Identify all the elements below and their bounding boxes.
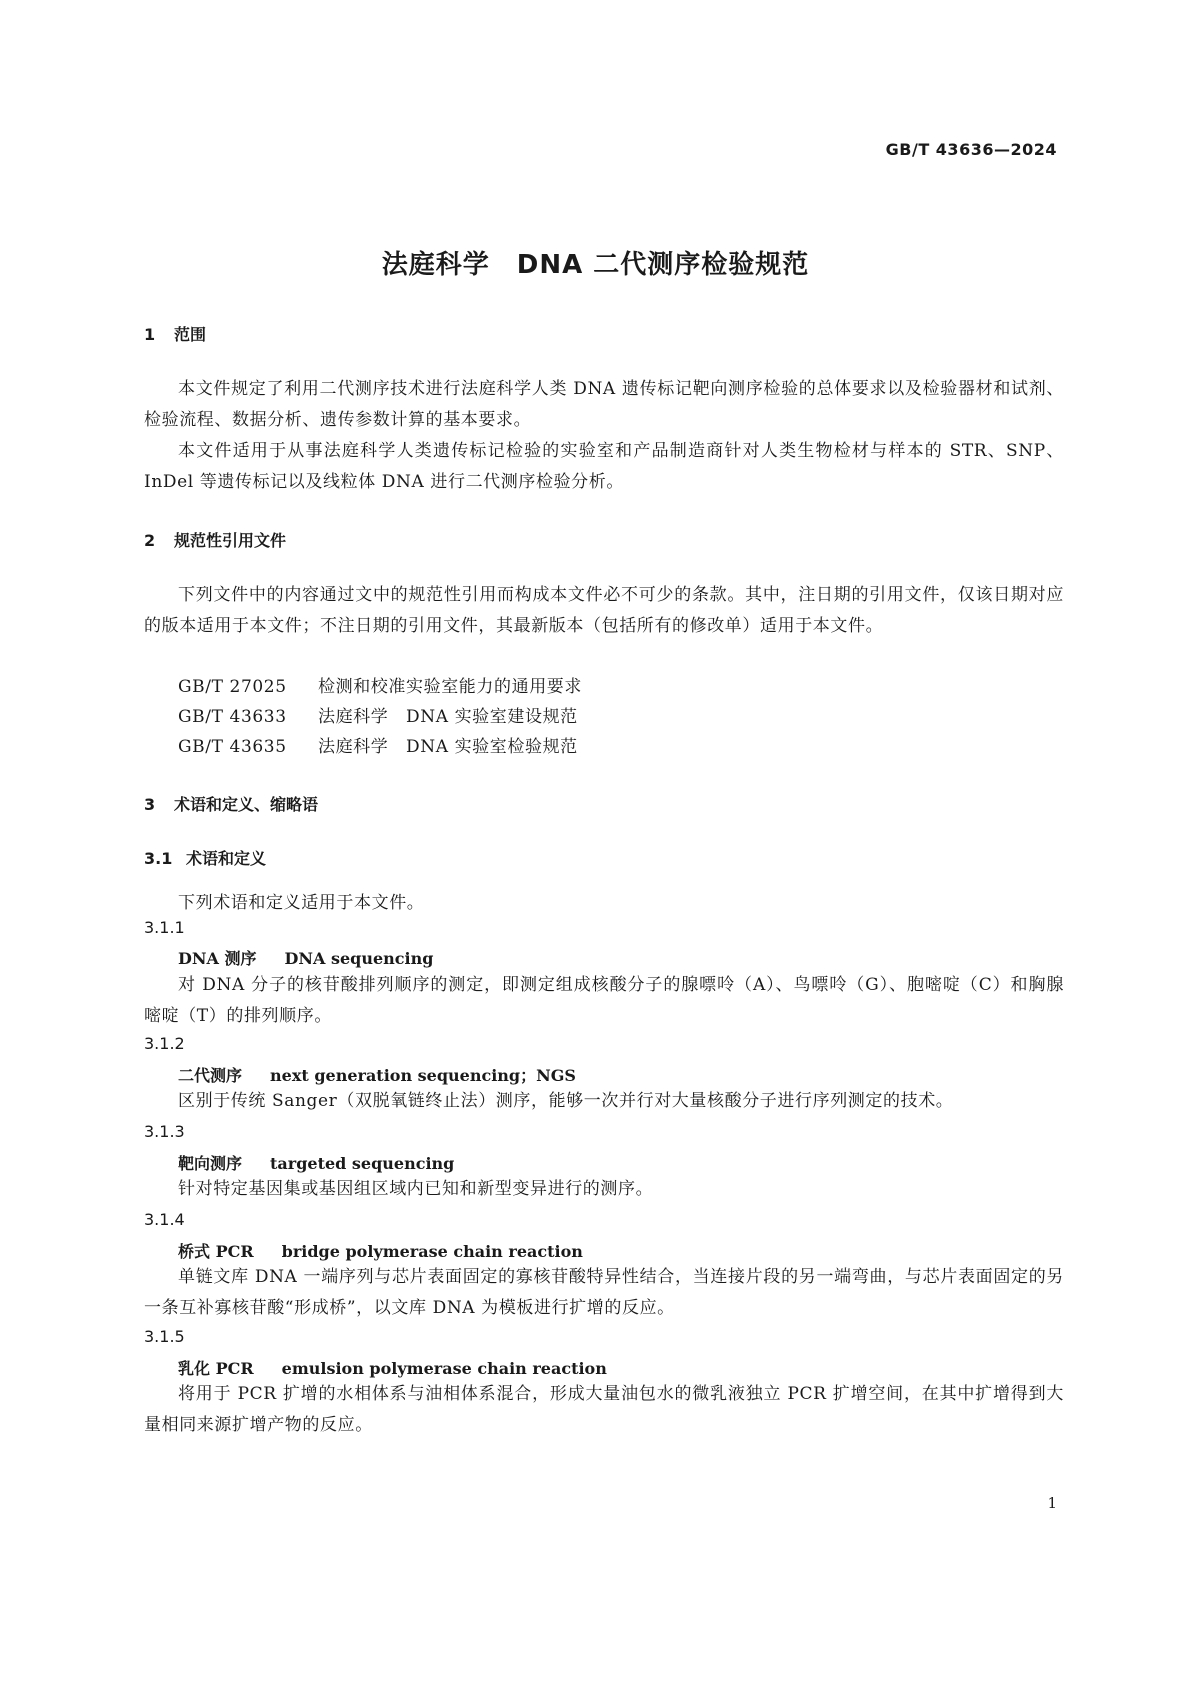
- document-title: 法庭科学 DNA 二代测序检验规范: [381, 250, 810, 280]
- term-heading: [178, 1063, 576, 1086]
- scope-paragraph-1: 本文件规定了利用二代测序技术进行法庭科学人类 DNA 遗传标记靶向测序检验的总体要求以及检验器材和试剂、检验流程、数据分析、遗传参数计算的基本要求。: [144, 379, 1064, 430]
- term-number: 3.1.4: [144, 1210, 185, 1229]
- section-title: 规范性引用文件: [174, 531, 287, 550]
- reference-item: [178, 732, 578, 757]
- term-en: emulsion polymerase chain reaction: [281, 1359, 607, 1378]
- standard-number: GB/T 43636—2024: [885, 140, 1057, 159]
- reference-code: GB/T 43635: [178, 737, 287, 757]
- normative-references-paragraph: 下列文件中的内容通过文中的规范性引用而构成本文件必不可少的条款。其中，注日期的引用文件，仅该日期对应的版本适用于本文件；不注日期的引用文件，其最新版本（包括所有的修改单）适用于本文件。: [144, 585, 1064, 636]
- definitions-intro: 下列术语和定义适用于本文件。: [178, 893, 425, 913]
- reference-code: GB/T 27025: [178, 677, 287, 697]
- term-en: next generation sequencing；NGS: [270, 1066, 576, 1085]
- term-number: 3.1.5: [144, 1327, 185, 1346]
- term-heading: [178, 1356, 607, 1379]
- term-en: targeted sequencing: [270, 1154, 455, 1173]
- term-en: bridge polymerase chain reaction: [281, 1242, 583, 1261]
- page-number: 1: [1047, 1494, 1057, 1512]
- reference-code: GB/T 43633: [178, 707, 287, 727]
- term-cn: 二代测序: [178, 1066, 243, 1085]
- term-definition: 针对特定基因集或基因组区域内已知和新型变异进行的测序。: [178, 1179, 654, 1199]
- term-heading: [178, 1239, 583, 1262]
- term-definition: 单链文库 DNA 一端序列与芯片表面固定的寡核苷酸特异性结合，当连接片段的另一端弯曲，与芯片表面固定的另一条互补寡核苷酸“形成桥”，以文库 DNA 为模板进行扩增的反应。: [144, 1267, 1064, 1318]
- section-number: 1: [144, 325, 156, 344]
- section-3-1-heading: [144, 846, 266, 869]
- section-title: 术语和定义、缩略语: [174, 795, 319, 814]
- term-cn: 靶向测序: [178, 1154, 243, 1173]
- term-definition: 对 DNA 分子的核苷酸排列顺序的测定，即测定组成核酸分子的腺嘌呤（A）、鸟嘌呤（G）、胞嘧啶（C）和胸腺嘧啶（T）的排列顺序。: [144, 975, 1064, 1026]
- section-3-heading: [144, 792, 318, 815]
- term-en: DNA sequencing: [284, 949, 434, 968]
- term-heading: [178, 1151, 454, 1174]
- term-definition: 将用于 PCR 扩增的水相体系与油相体系混合，形成大量油包水的微乳液独立 PCR 扩增空间，在其中扩增得到大量相同来源扩增产物的反应。: [144, 1384, 1064, 1435]
- reference-item: [178, 702, 578, 727]
- scope-paragraph-2: 本文件适用于从事法庭科学人类遗传标记检验的实验室和产品制造商针对人类生物检材与样本的 STR、SNP、InDel 等遗传标记以及线粒体 DNA 进行二代测序检验分析。: [144, 441, 1064, 492]
- section-2-heading: [144, 528, 286, 551]
- term-heading: [178, 946, 433, 969]
- section-number: 3.1: [144, 849, 173, 868]
- reference-title: 法庭科学 DNA 实验室建设规范: [318, 707, 578, 727]
- reference-title: 法庭科学 DNA 实验室检验规范: [318, 737, 578, 757]
- term-number: 3.1.1: [144, 918, 185, 937]
- section-number: 2: [144, 531, 156, 550]
- reference-title: 检测和校准实验室能力的通用要求: [318, 677, 582, 697]
- reference-item: [178, 672, 582, 697]
- section-title: 范围: [174, 325, 207, 344]
- section-number: 3: [144, 795, 156, 814]
- term-cn: 乳化 PCR: [178, 1359, 254, 1378]
- section-1-heading: [144, 322, 206, 345]
- term-number: 3.1.2: [144, 1034, 185, 1053]
- section-title: 术语和定义: [186, 849, 267, 868]
- term-definition: 区别于传统 Sanger（双脱氧链终止法）测序，能够一次并行对大量核酸分子进行序列测定的技术。: [178, 1091, 954, 1111]
- term-number: 3.1.3: [144, 1122, 185, 1141]
- term-cn: DNA 测序: [178, 949, 257, 968]
- term-cn: 桥式 PCR: [178, 1242, 254, 1261]
